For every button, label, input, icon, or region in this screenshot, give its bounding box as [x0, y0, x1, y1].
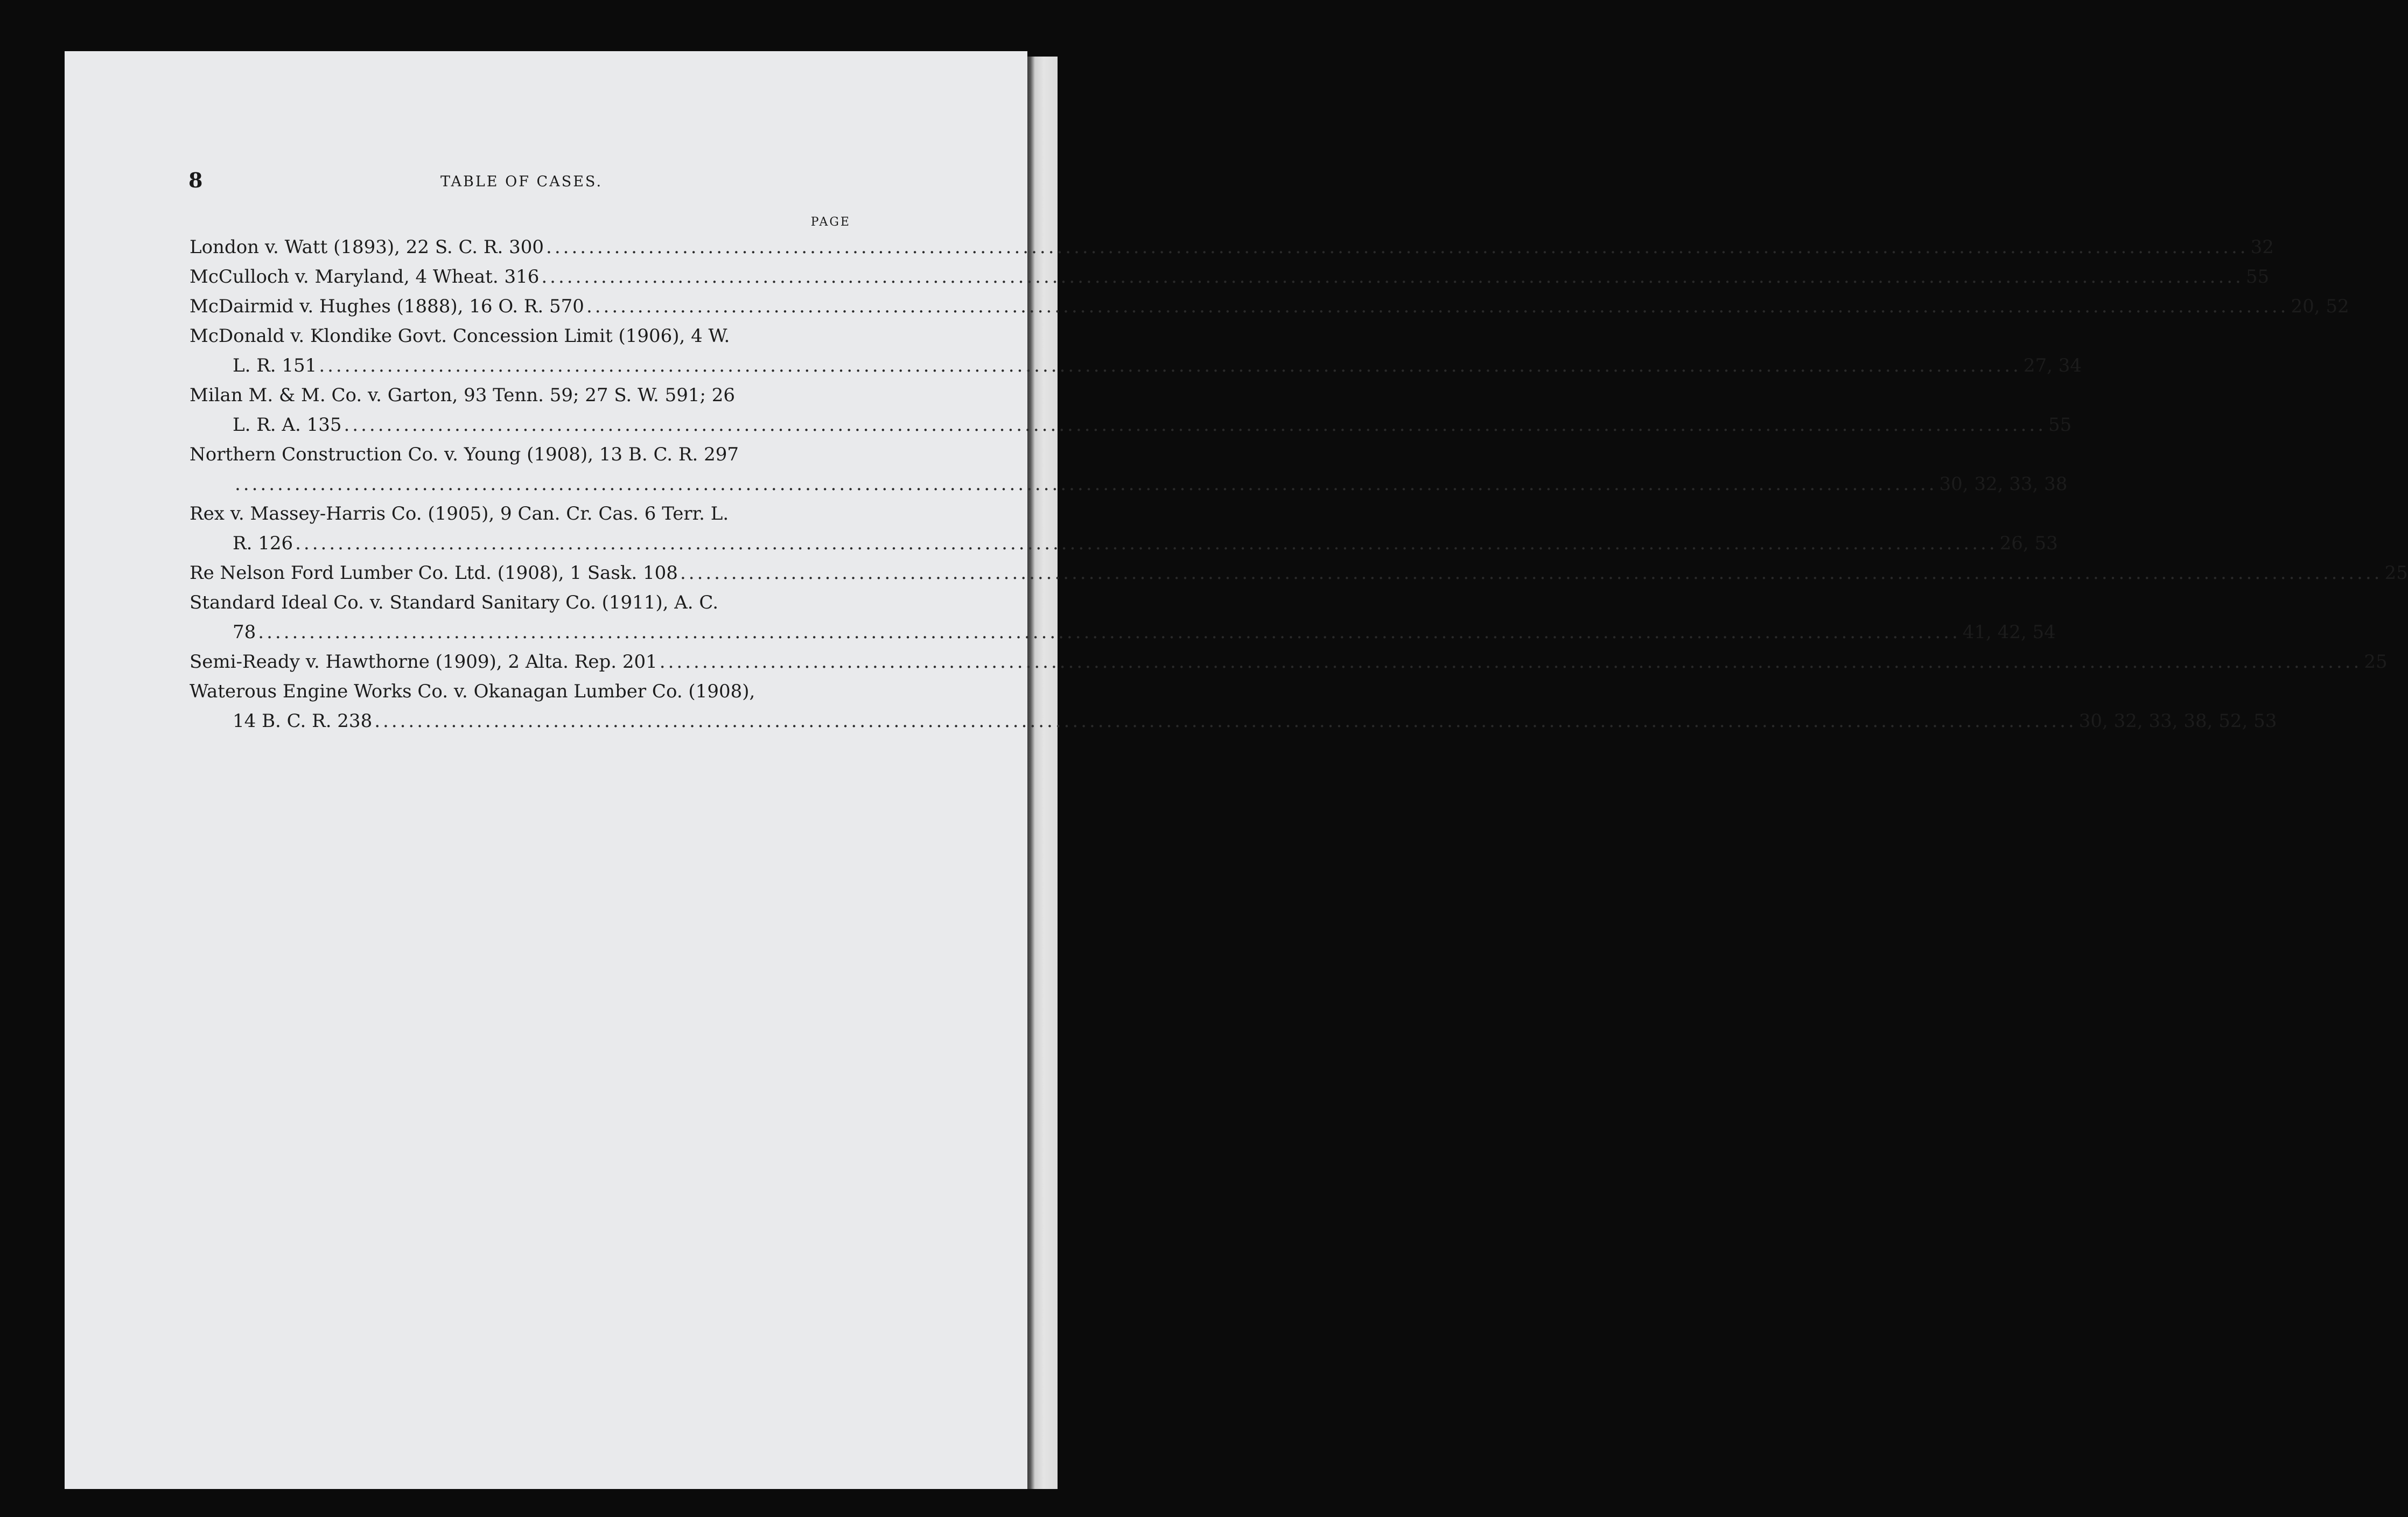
page-header: [188, 168, 851, 229]
case-entry: [190, 677, 2277, 736]
case-citation: McCulloch v. Maryland, 4 Wheat. 316: [190, 266, 540, 288]
case-citation: L. R. 151: [233, 355, 317, 376]
case-entry-line: [190, 233, 2274, 262]
case-citation: R. 126: [233, 533, 293, 554]
page-column-label: PAGE: [810, 215, 851, 229]
case-citation: Re Nelson Ford Lumber Co. Ltd. (1908), 1 Sask. 108: [190, 562, 678, 584]
case-entry: [190, 233, 2274, 262]
dot-leader: ........................................................................................................................................................................................................: [586, 296, 2289, 317]
dot-leader: ........................................................................................................................................................................................................: [319, 355, 2021, 376]
case-entry-continuation: [190, 470, 2068, 499]
dot-leader: ........................................................................................................................................................................................................: [344, 414, 2047, 436]
case-citation: Rex v. Massey-Harris Co. (1905), 9 Can. Cr. Cas. 6 Terr. L.: [190, 503, 729, 525]
page-references: 25: [2364, 651, 2388, 673]
case-entry: [190, 558, 2408, 588]
page-references: 55: [2048, 414, 2072, 436]
page-references: 26, 53: [1999, 533, 2058, 554]
dot-leader: ........................................................................................................................................................................................................: [258, 621, 1961, 643]
case-citation: Milan M. & M. Co. v. Garton, 93 Tenn. 59; 27 S. W. 591; 26: [190, 385, 736, 406]
page-references: 27, 34: [2023, 355, 2082, 376]
dot-leader: ........................................................................................................................................................................................................: [680, 562, 2383, 584]
case-entry-continuation: [190, 707, 2277, 736]
dot-leader: ........................................................................................................................................................................................................: [541, 266, 2244, 288]
page-references: 41, 42, 54: [1962, 621, 2056, 643]
case-entry: [190, 588, 2056, 647]
case-citation: McDairmid v. Hughes (1888), 16 O. R. 570: [190, 296, 584, 317]
case-entry: [190, 499, 2058, 558]
page-references: 55: [2245, 266, 2270, 288]
case-entry-continuation: [190, 410, 2072, 440]
case-entry-line: [190, 262, 2270, 292]
case-citation: London v. Watt (1893), 22 S. C. R. 300: [190, 236, 544, 258]
dot-leader: ........................................................................................................................................................................................................: [546, 236, 2249, 258]
case-entry-line: [190, 499, 850, 529]
page-references: 30, 32, 33, 38: [1939, 473, 2068, 495]
case-entry-line: [190, 558, 2408, 588]
dot-leader: ........................................................................................................................................................................................................: [295, 533, 1998, 554]
case-citation: Waterous Engine Works Co. v. Okanagan Lumber Co. (1908),: [190, 681, 755, 702]
case-entry: [190, 647, 2388, 677]
case-entry: [190, 292, 2349, 321]
case-citation: 78: [233, 621, 256, 643]
case-citation: 14 B. C. R. 238: [233, 710, 373, 732]
case-entry: [190, 440, 2068, 499]
case-citation: L. R. A. 135: [233, 414, 342, 436]
dot-leader: ........................................................................................................................................................................................................: [235, 473, 1937, 495]
page-references: 30, 32, 33, 38, 52, 53: [2078, 710, 2277, 732]
case-entry-continuation: [190, 529, 2058, 558]
page-references: 25: [2384, 562, 2408, 584]
case-entry-line: [190, 677, 850, 707]
case-entry: [190, 321, 2082, 381]
case-entry-line: [190, 381, 850, 410]
running-title: TABLE OF CASES.: [440, 173, 603, 190]
page-references: 32: [2250, 236, 2274, 258]
case-entry: [190, 381, 2072, 440]
dot-leader: ........................................................................................................................................................................................................: [659, 651, 2362, 673]
case-entry-continuation: [190, 618, 2056, 647]
case-citation: Northern Construction Co. v. Young (1908), 13 B. C. R. 297: [190, 444, 739, 465]
table-of-cases: [190, 233, 2408, 736]
page-references: 20, 52: [2291, 296, 2349, 317]
case-entry-line: [190, 321, 850, 351]
case-entry-line: [190, 292, 2349, 321]
case-entry-line: [190, 588, 850, 618]
case-entry-line: [190, 440, 850, 470]
dot-leader: ........................................................................................................................................................................................................: [374, 710, 2077, 732]
case-entry: [190, 262, 2270, 292]
case-entry-line: [190, 647, 2388, 677]
case-citation: Standard Ideal Co. v. Standard Sanitary Co. (1911), A. C.: [190, 592, 719, 613]
case-citation: McDonald v. Klondike Govt. Concession Limit (1906), 4 W.: [190, 325, 730, 347]
page-number: 8: [188, 168, 203, 192]
case-citation: Semi-Ready v. Hawthorne (1909), 2 Alta. Rep. 201: [190, 651, 657, 673]
case-entry-continuation: [190, 351, 2082, 381]
